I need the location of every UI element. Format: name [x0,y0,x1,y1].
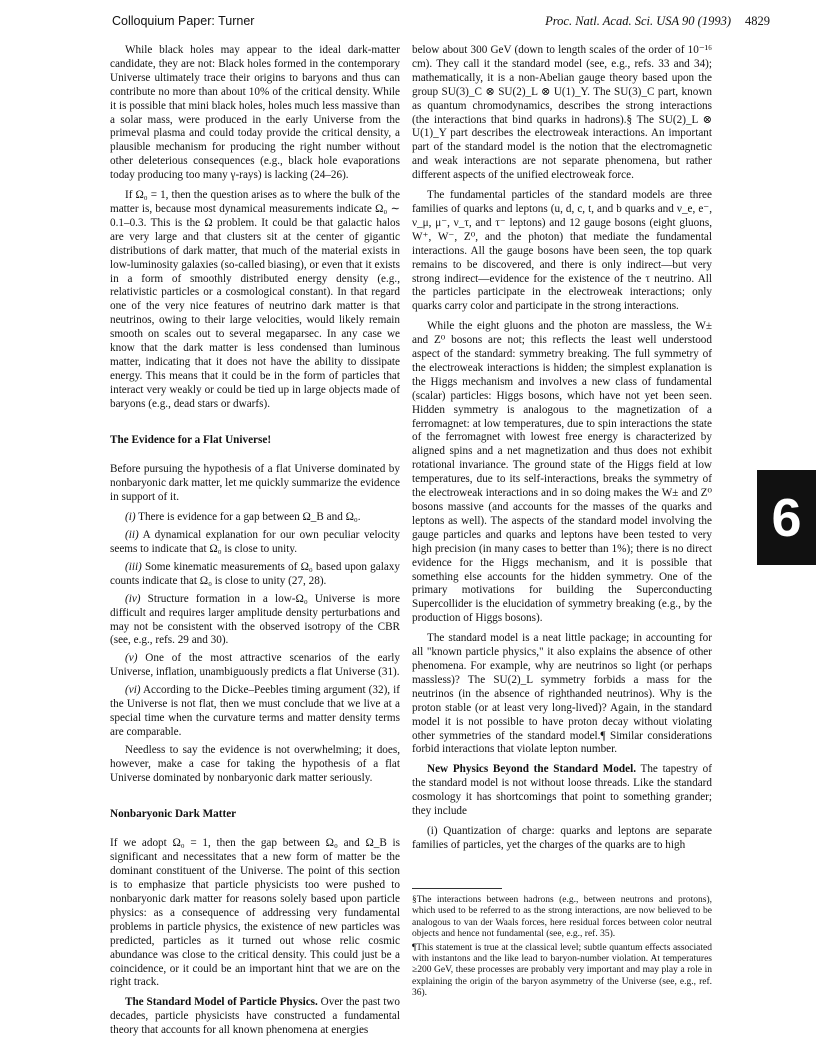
page-number: 4829 [745,14,770,28]
header-right [545,14,770,29]
paragraph: The fundamental particles of the standard models are three families of quarks and leptons (u, d, c, t, and b quarks and ν_e, e⁻, ν_μ, μ⁻, ν_τ, and τ⁻ leptons) and 12 gauge bosons (eight gluons, W⁺, W⁻, Z⁰, and the photon) that mediate the fundamental interactions. All the gauge bosons have been seen, the top quark remains to be discovered, and there is only indirect—but very strong indirect—evidence for the existence of the τ neutrino. All the particles participate in the electroweak interactions; only quarks carry color and participate in the strong interactions. [412,189,712,313]
list-item: (iii) Some kinematic measurements of Ω₀ based upon galaxy counts indicate that Ω₀ is close to unity (27, 28). [110,560,400,587]
paragraph: The standard model is a neat little package; in accounting for all "known particle physics," it also explains the absence of other phenomena. For example, why are neutrinos so light (or perhaps massless)? The SU(2)_L symmetry forbids a mass for the neutrinos (in the absence of righthanded neutrinos). Why is the proton stable (or at least very long-lived)? Again, in the standard model it is not possible to have proton decay without violating other symmetries of the standard model.¶ Similar considerations forbid interactions that violate lepton number. [412,632,712,756]
run-in-heading: The Standard Model of Particle Physics. [125,996,318,1009]
section-tab: 6 [757,470,816,565]
header-author: Colloquium Paper: Turner [112,14,255,28]
list-item: (vi) According to the Dicke–Peebles timing argument (32), if the Universe is not flat, then we must conclude that we live at a special time when the curvature terms and matter density terms are comparable. [110,684,400,738]
paragraph: While the eight gluons and the photon are massless, the W± and Z⁰ bosons are not; this reflects the least well understood aspect of the standard: symmetry breaking. The full symmetry of the electroweak interactions is hidden; the simplest explanation is the Higgs mechanism and involves a new class of fundamental (scalar) particles: Higgs bosons, which have not yet been seen. Hidden symmetry is analogous to the magnetization of a ferromagnet: at low temperatures, due to spin interactions the state of the ferromagnet with lowest free energy is characterized by aligned spins and a net magnetization and thus does not exhibit rotational invariance. The ground state of the Higgs field at low temperatures, due to its self-interactions, breaks the symmetry of the electroweak interactions and in so doing makes the W± and Z⁰ bosons massive (and accounts for the masses of the quarks and leptons as well). The aspects of the standard model involving the gauge particles and quarks and leptons have been tested to very high precision (in many cases to better than 1%); there is no direct evidence for the Higgs mechanism, and it is possible that something else accounts for the hidden symmetry. One of the primary motivations for building the Superconducting Supercollider is the elucidation of symmetry breaking (e.g., by the production of Higgs bosons). [412,320,712,625]
paragraph: While black holes may appear to the ideal dark-matter candidate, they are not: Black holes formed in the contemporary Universe ultimately trace their origins to baryons and thus can contribute no more than about 10% of the critical density. While it is possible that mini black holes, holes much less massive than a solar mass, were produced in the early Universe from the primeval plasma and could today provide the critical density, a plausible mechanism for producing the right number without other deleterious consequences (e.g., black hole evaporations today producing too many γ-rays) is lacking (24–26). [110,44,400,182]
paragraph: (i) Quantization of charge: quarks and leptons are separate families of particles, yet the charges of the quarks are to high [412,824,712,851]
paragraph: If we adopt Ω₀ = 1, then the gap between Ω₀ and Ω_B is significant and necessitates that a new form of matter be the dominant constituent of the Universe. The point of this section is to emphasize that particle physicists too were pushed to nonbaryonic dark matter for reasons solely based upon particle physics: as a consequence of addressing very fundamental problems in particle physics, the existence of new particles was predicted, particles as it turned out whose relic cosmic abundance was close to the critical density. This could just be a coincidence, or it could be an important hint that we are on the right track. [110,837,400,989]
list-item: (ii) A dynamical explanation for our own peculiar velocity seems to indicate that Ω₀ is close to unity. [110,529,400,555]
paragraph: Before pursuing the hypothesis of a flat Universe dominated by nonbaryonic dark matter, let me quickly summarize the evidence in support of it. [110,463,401,504]
list-item: (iv) Structure formation in a low-Ω₀ Universe is more difficult and requires larger amplitude density perturbations and may not be consistent with the observed isotropy of the CBR (see, e.g., refs. 29 and 30). [110,592,400,647]
list-item: (v) One of the most attractive scenarios of the early Universe, inflation, unambiguously predicts a flat Universe (31). [110,652,400,679]
section-heading: Nonbaryonic Dark Matter [110,807,237,820]
header-journal: Proc. Natl. Acad. Sci. USA 90 (1993) [545,14,731,28]
paragraph: Needless to say the evidence is not overwhelming; it does, however, make a case for taking the hypothesis of a flat Universe dominated by nonbaryonic dark matter seriously. [110,743,400,784]
run-in-heading: New Physics Beyond the Standard Model. [427,763,636,776]
paragraph: If Ω₀ = 1, then the question arises as to where the bulk of the matter is, because most dynamical measurements indicate Ω₀ ∼ 0.1–0.3. This is the Ω problem. It could be that galactic halos are very large and that clusters sit at the center of gigantic distributions of dark matter, that much of the material exists in low-luminosity galaxies (so-called biasing), or even that it exists in a form of smoothly distributed energy density (e.g., relativistic particles or a cosmological constant). In that regard one of the very nice features of neutrino dark matter is that neutrinos, owing to their large velocities, would likely remain smooth on scales out to several megaparsec. In any case we know that the dark matter is less condensed than luminous matter, indicating that it does not have the ability to dissipate energy. This means that it could be in the form of particles that interact very weakly or could be tied up in large objects made of baryons (e.g., dead stars or dwarfs). [110,189,400,410]
footnote: §The interactions between hadrons (e.g., between neutrons and protons), which used to be referred to as the strong interactions, are now believed to be analogous to van der Waals forces, here residual forces between color neutral objects and hence not fundamental (see, e.g., ref. 35). [412,895,712,940]
footnote: ¶This statement is true at the classical level; subtle quantum effects associated with instantons and the like lead to baryon-number violation. At temperatures ≥200 GeV, these processes are probably very important and may play a role in explaining the origin of the baryon asymmetry of the Universe (see, e.g., ref. 36). [412,942,712,999]
paragraph: New Physics Beyond the Standard Model. The tapestry of the standard model is not without loose threads. Like the standard cosmology it has shortcomings that point to something grander; they include [412,763,712,818]
footnote-rule [412,888,502,889]
right-column [412,44,712,859]
footnotes [412,888,712,1002]
paragraph: The Standard Model of Particle Physics. Over the past two decades, particle physicists have constructed a fundamental theory that accounts for all known phenomena at energies [110,996,400,1037]
left-column [110,44,400,1044]
paragraph: below about 300 GeV (down to length scales of the order of 10⁻¹⁶ cm). They call it the standard model (see, e.g., refs. 33 and 34); mathematically, it is a non-Abelian gauge theory based upon the group SU(3)_C ⊗ SU(2)_L ⊗ U(1)_Y. The SU(3)_C part, known as quantum chromodynamics, describes the strong interactions (the interactions that bind quarks in hadrons).§ The SU(2)_L ⊗ U(1)_Y part describes the electroweak interactions. An important part of the standard model is the notion that the electromagnetic and weak interactions are not separate phenomena, but rather different aspects of the unified electroweak force. [412,44,712,182]
section-heading: The Evidence for a Flat Universe! [110,433,272,446]
running-header [0,14,816,34]
list-item: (i) There is evidence for a gap between Ω_B and Ω₀. [125,511,361,524]
